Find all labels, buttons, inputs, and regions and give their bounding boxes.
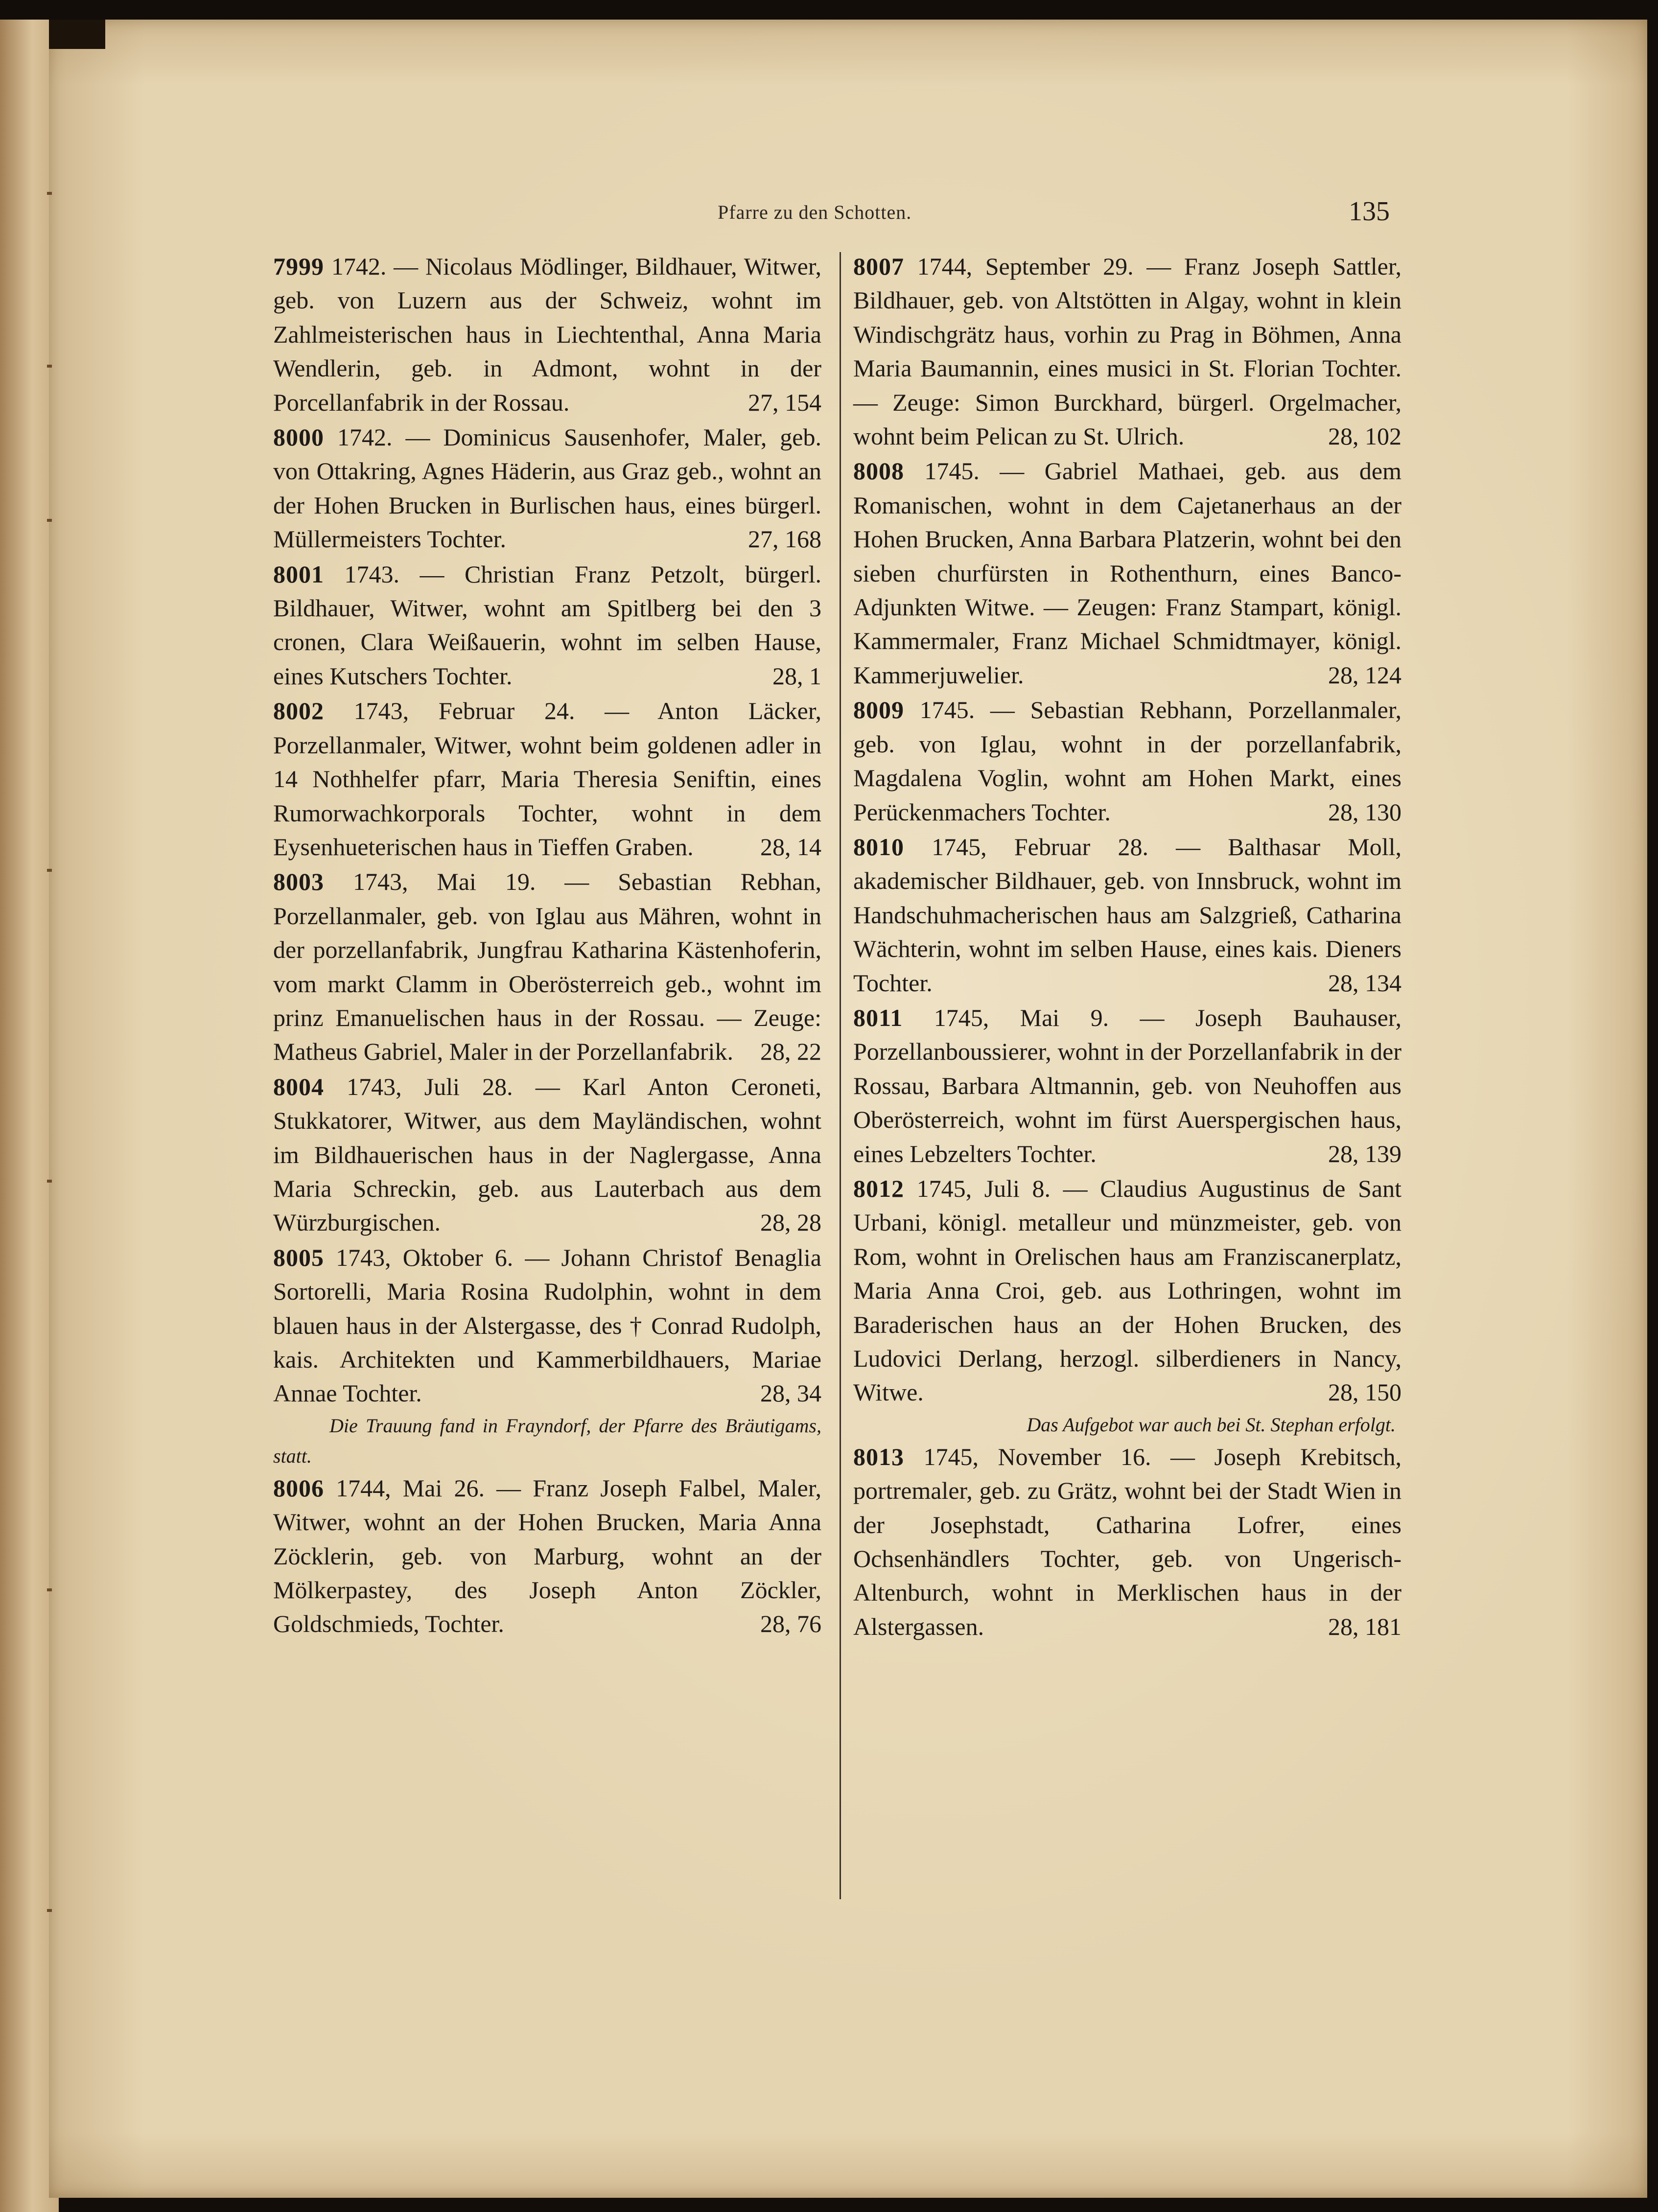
page-number: 135 bbox=[1349, 196, 1390, 227]
register-entry bbox=[273, 558, 821, 694]
entry-text: 1745. — Gabriel Mathaei, geb. aus dem Romanischen, wohnt in dem Cajetanerhaus an der Hohen Brucken, Anna Barbara Platzerin, wohnt bei den sieben churfürsten in Rothenthurn, eines Banco-Adjunkten Witwe. — Zeugen: Franz Stampart, königl. Kammermaler, Franz Michael Schmidtmayer, königl. Kammerjuwelier. bbox=[853, 457, 1402, 689]
register-entry bbox=[853, 454, 1401, 692]
register-entry bbox=[853, 693, 1401, 829]
binding-thread-mark bbox=[47, 192, 52, 195]
entry-number: 8012 bbox=[853, 1174, 904, 1202]
binding-thread-mark bbox=[47, 1588, 52, 1591]
register-entry bbox=[273, 250, 821, 419]
entry-number: 8011 bbox=[853, 1003, 903, 1031]
binding-thread-mark bbox=[47, 869, 52, 872]
entry-text: 1743, Mai 19. — Sebastian Rebhan, Porzellanmaler, geb. von Iglau aus Mähren, wohnt in der porzellanfabrik, Jungfrau Katharina Kästenhoferin, vom markt Clamm in Oberösterreich geb., wohnt im prinz Emanuelischen haus in der Rossau. — Zeuge: Matheus Gabriel, Maler in der Porzellanfabrik. bbox=[273, 868, 822, 1066]
register-entry bbox=[273, 1070, 821, 1240]
register-entry bbox=[853, 1172, 1401, 1410]
register-entry bbox=[273, 694, 821, 864]
entry-reference: 27, 154 bbox=[748, 388, 821, 416]
entry-reference: 28, 14 bbox=[760, 833, 821, 861]
entry-reference: 28, 181 bbox=[1328, 1612, 1401, 1640]
entry-text: 1743, Juli 28. — Karl Anton Ceroneti, Stukkatorer, Witwer, aus dem Mayländischen, wohnt im Bildhauerischen haus in der Naglergasse, Anna Maria Schreckin, geb. aus Lauterbach aus dem Würzburgischen. bbox=[273, 1072, 822, 1236]
entry-text: 1742. — Nicolaus Mödlinger, Bildhauer, Witwer, geb. von Luzern aus der Schweiz, wohnt im Zahlmeisterischen haus in Liechtenthal, Anna Maria Wendlerin, geb. in Admont, wohnt in der Porcellanfabrik in der Rossau. bbox=[273, 253, 821, 416]
entry-number: 8003 bbox=[273, 868, 324, 896]
entry-number: 8001 bbox=[273, 560, 324, 588]
entry-number: 8005 bbox=[273, 1243, 324, 1271]
entry-reference: 28, 102 bbox=[1328, 422, 1401, 450]
register-entry bbox=[853, 250, 1401, 453]
entry-text: 1744, September 29. — Franz Joseph Sattler, Bildhauer, geb. von Altstötten in Algay, wohnt in klein Windischgrätz haus, vorhin zu Prag in Böhmen, Anna Maria Baumannin, eines musici in St. Florian Tochter. — Zeuge: Simon Burckhard, bürgerl. Orgelmacher, wohnt beim Pelican zu St. Ulrich. bbox=[853, 253, 1401, 450]
entry-number: 8008 bbox=[853, 457, 904, 485]
entry-number: 8006 bbox=[273, 1474, 324, 1502]
page-corner-shadow bbox=[49, 20, 105, 49]
entry-text: 1745. — Sebastian Rebhann, Porzellanmaler, geb. von Iglau, wohnt in der porzellanfabrik, Magdalena Voglin, wohnt am Hohen Markt, eines Perückenmachers Tochter. bbox=[853, 696, 1401, 826]
entry-text: 1743. — Christian Franz Petzolt, bürgerl. Bildhauer, Witwer, wohnt am Spitlberg bei den 3 cronen, Clara Weißauerin, wohnt im selben Hause, eines Kutschers Tochter. bbox=[273, 560, 821, 690]
register-entry bbox=[273, 1241, 821, 1411]
entry-reference: 28, 1 bbox=[772, 662, 821, 690]
binding-thread-mark bbox=[47, 365, 52, 368]
binding-thread-mark bbox=[47, 1909, 52, 1912]
column-divider bbox=[840, 252, 841, 1899]
entry-reference: 28, 124 bbox=[1328, 661, 1401, 689]
entry-reference: 27, 168 bbox=[748, 525, 821, 553]
entry-text: 1745, Februar 28. — Balthasar Moll, akademischer Bildhauer, geb. von Innsbruck, wohnt im Handschuhmacherischen haus am Salzgrieß, Catharina Wächterin, wohnt im selben Hause, eines kais. Dieners Tochter. bbox=[853, 833, 1401, 997]
entry-reference: 28, 130 bbox=[1328, 798, 1401, 826]
entry-text: 1745, Juli 8. — Claudius Augustinus de Sant Urbani, königl. metalleur und münzmeister, geb. von Rom, wohnt in Orelischen haus am Franziscanerplatz, Maria Anna Croi, geb. aus Lothringen, wohnt im Baraderischen haus an der Hohen Brucken, des Ludovici Derlang, herzogl. silberdieners in Nancy, Witwe. bbox=[853, 1174, 1401, 1406]
entry-footnote: Das Aufgebot war auch bei St. Stephan erfolgt. bbox=[1027, 1413, 1396, 1436]
entry-reference: 28, 22 bbox=[760, 1038, 821, 1066]
entry-number: 8013 bbox=[853, 1443, 904, 1470]
entry-text: 1743, Februar 24. — Anton Läcker, Porzellanmaler, Witwer, wohnt beim goldenen adler in 14 Nothhelfer pfarr, Maria Theresia Seniftin, eines Rumorwachkorporals Tochter, wohnt in dem Eysenhueterischen haus in Tieffen Graben. bbox=[273, 697, 821, 861]
entry-reference: 28, 76 bbox=[760, 1610, 821, 1638]
register-entry bbox=[853, 830, 1401, 1000]
register-entry bbox=[273, 865, 821, 1069]
running-head: Pfarre zu den Schotten. bbox=[718, 201, 912, 223]
entry-reference: 28, 34 bbox=[760, 1379, 821, 1407]
register-entry bbox=[273, 1471, 821, 1641]
entry-number: 8004 bbox=[273, 1072, 324, 1100]
left-column bbox=[273, 250, 821, 1641]
entry-number: 7999 bbox=[273, 253, 324, 280]
entry-footnote: Die Trauung fand in Frayndorf, der Pfarre des Bräutigams, statt. bbox=[273, 1414, 821, 1467]
register-entry bbox=[853, 1440, 1401, 1644]
entry-number: 8002 bbox=[273, 697, 324, 725]
entry-text: 1743, Oktober 6. — Johann Christof Benaglia Sortorelli, Maria Rosina Rudolphin, wohnt in dem blauen haus in der Alstergasse, des † Conrad Rudolph, kais. Architekten und Kammerbildhauers, Mariae Annae Tochter. bbox=[273, 1243, 821, 1407]
entry-reference: 28, 139 bbox=[1328, 1140, 1401, 1167]
entry-number: 8007 bbox=[853, 253, 904, 280]
entry-text: 1745, November 16. — Joseph Krebitsch, portremaler, geb. zu Grätz, wohnt bei der Stadt Wien in der Josephstadt, Catharina Lofrer, eines Ochsenhändlers Tochter, geb. von Ungerisch-Altenburch, wohnt in Merklischen haus in der Alstergassen. bbox=[853, 1443, 1402, 1640]
entry-number: 8000 bbox=[273, 423, 324, 451]
binding-thread-mark bbox=[47, 1180, 52, 1183]
entry-reference: 28, 150 bbox=[1328, 1378, 1401, 1406]
right-column bbox=[853, 250, 1401, 1644]
entry-number: 8009 bbox=[853, 696, 904, 724]
entry-text: 1744, Mai 26. — Franz Joseph Falbel, Maler, Witwer, wohnt an der Hohen Brucken, Maria Anna Zöcklerin, geb. von Marburg, wohnt an der Mölkerpastey, des Joseph Anton Zöckler, Goldschmieds, Tochter. bbox=[273, 1474, 822, 1638]
register-entry bbox=[273, 420, 821, 557]
entry-reference: 28, 134 bbox=[1328, 969, 1401, 997]
entry-text: 1745, Mai 9. — Joseph Bauhauser, Porzellanboussierer, wohnt in der Porzellanfabrik in der Rossau, Barbara Altmannin, geb. von Neuhoffen aus Oberösterreich, wohnt im fürst Auerspergischen haus, eines Lebzelters Tochter. bbox=[853, 1003, 1402, 1167]
register-entry bbox=[853, 1001, 1401, 1171]
binding-thread-mark bbox=[47, 519, 52, 522]
entry-text: 1742. — Dominicus Sausenhofer, Maler, geb. von Ottakring, Agnes Häderin, aus Graz geb., wohnt an der Hohen Brucken in Burlischen haus, eines bürgerl. Müllermeisters Tochter. bbox=[273, 423, 822, 553]
entry-reference: 28, 28 bbox=[760, 1209, 821, 1236]
entry-number: 8010 bbox=[853, 833, 904, 861]
